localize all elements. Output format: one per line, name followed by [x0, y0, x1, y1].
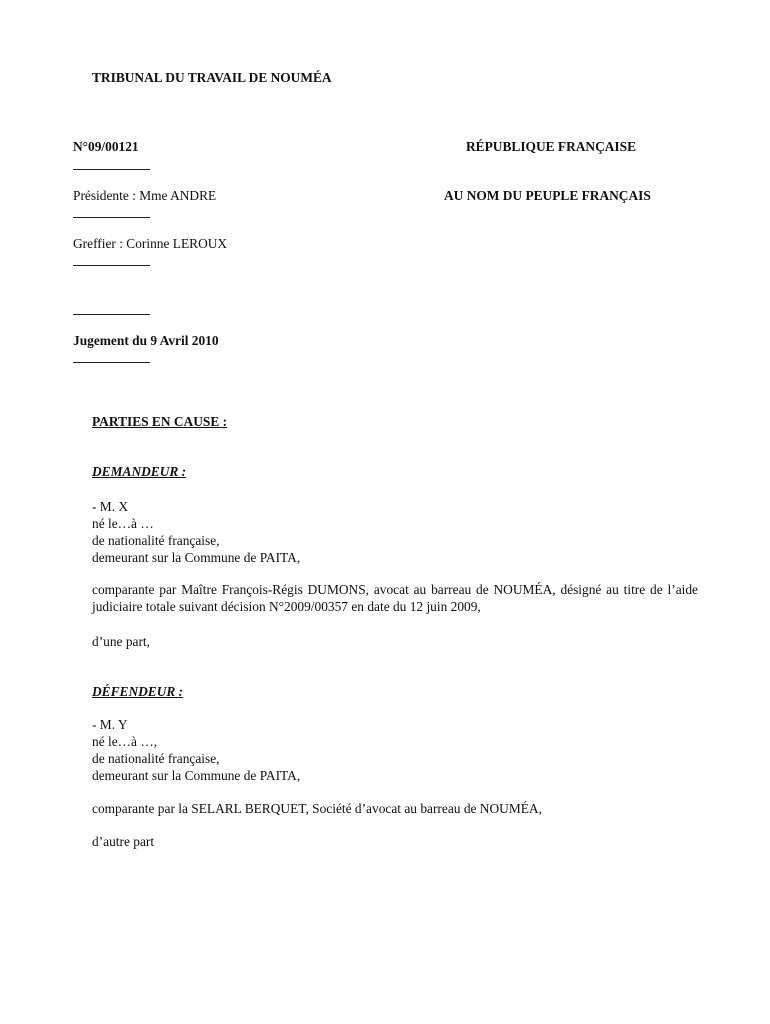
defendeur-line: demeurant sur la Commune de PAITA,	[92, 768, 301, 783]
defendeur-line: né le…à …,	[92, 734, 158, 749]
defendeur-heading: DÉFENDEUR :	[92, 684, 184, 699]
demandeur-line: né le…à …	[92, 516, 154, 531]
greffier-line: Greffier : Corinne LEROUX	[73, 236, 228, 251]
jugement-date: Jugement du 9 Avril 2010	[73, 333, 219, 348]
demandeur-heading: DEMANDEUR :	[92, 464, 187, 479]
defendeur-identity	[92, 716, 698, 784]
defendeur-line: - M. Y	[92, 717, 128, 732]
peuple-heading: AU NOM DU PEUPLE FRANÇAIS	[444, 188, 651, 203]
demandeur-line: de nationalité française,	[92, 533, 220, 548]
republic-heading: RÉPUBLIQUE FRANÇAISE	[466, 139, 637, 154]
rule-5	[73, 362, 150, 363]
rule-2	[73, 217, 150, 218]
demandeur-line: demeurant sur la Commune de PAITA,	[92, 550, 301, 565]
defendeur-closing: d’autre part	[92, 834, 155, 849]
demandeur-closing: d’une part,	[92, 634, 151, 649]
presidente-line: Présidente : Mme ANDRE	[73, 188, 217, 203]
demandeur-representation: comparante par Maître François-Régis DUMONS, avocat au barreau de NOUMÉA, désigné au titre de l’aide judiciaire totale suivant décision N°2009/00357 en date du 12 juin 2009,	[92, 582, 698, 614]
rule-4	[73, 314, 150, 315]
demandeur-line: - M. X	[92, 499, 129, 514]
defendeur-line: de nationalité française,	[92, 751, 220, 766]
case-number: N°09/00121	[73, 139, 139, 154]
rule-3	[73, 265, 150, 266]
rule-1	[73, 169, 150, 170]
demandeur-identity	[92, 498, 698, 566]
defendeur-representation: comparante par la SELARL BERQUET, Société d’avocat au barreau de NOUMÉA,	[92, 801, 542, 816]
court-title: TRIBUNAL DU TRAVAIL DE NOUMÉA	[92, 70, 332, 85]
parties-heading: PARTIES EN CAUSE :	[92, 414, 228, 429]
